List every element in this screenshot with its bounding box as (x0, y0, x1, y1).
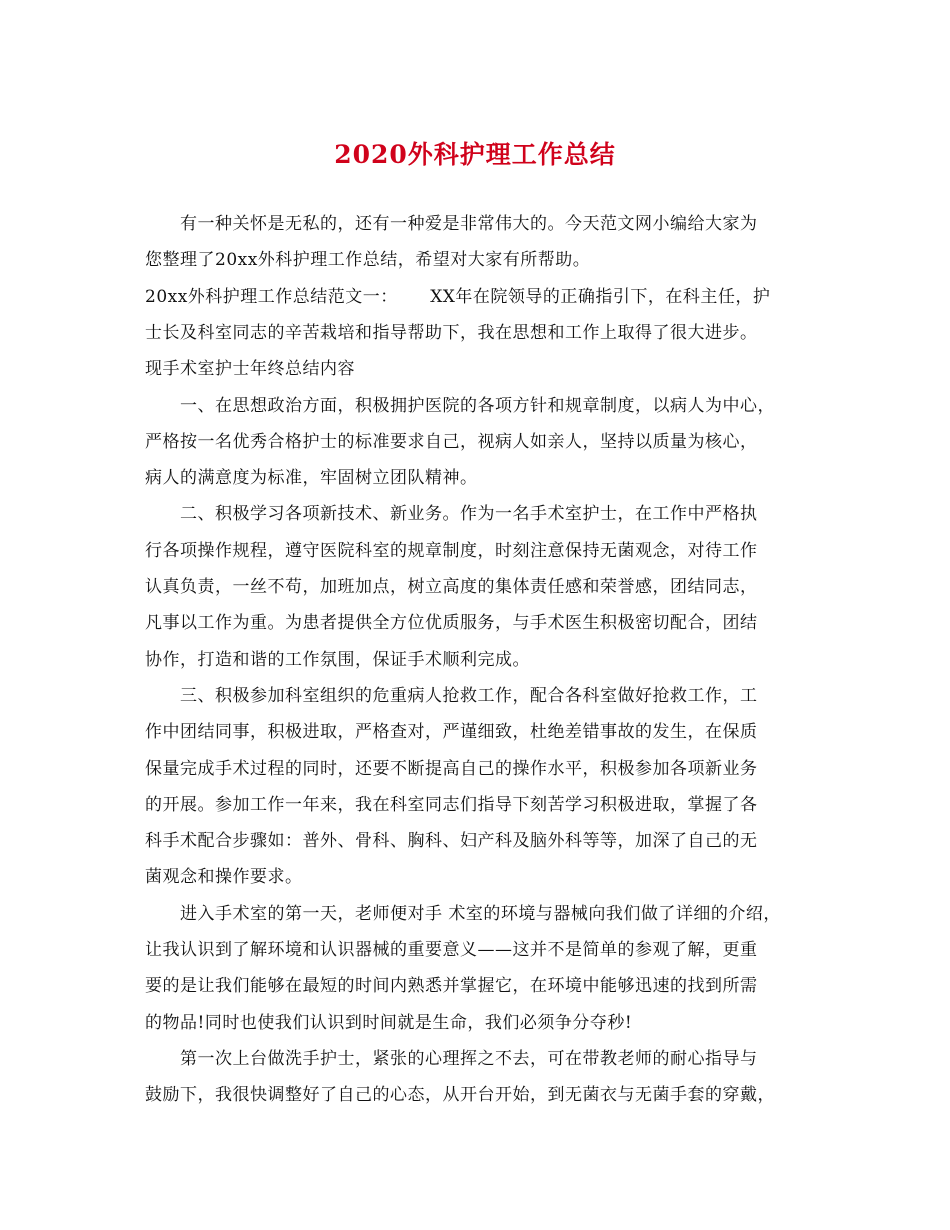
text-line: 有一种关怀是无私的，还有一种爱是非常伟大的。今天范文网小编给大家为 (145, 214, 758, 234)
text-line: 二、积极学习各项新技术、新业务。作为一名手术室护士，在工作中严格执 (145, 504, 758, 525)
text-line: 20xx外科护理工作总结范文一： XX年在院领导的正确指引下，在科主任，护 (145, 286, 771, 307)
text-line: 第一次上台做洗手护士，紧张的心理挥之不去，可在带教老师的耐心指导与 (145, 1048, 758, 1069)
text-line: 科手术配合步骤如：普外、骨科、胸科、妇产科及脑外科等等，加深了自己的无 (145, 831, 758, 852)
text-line: 现手术室护士年终总结内容 (145, 359, 355, 380)
text-line: 一、在思想政治方面，积极拥护医院的各项方针和规章制度，以病人为中心， (145, 395, 775, 416)
text-line: 鼓励下，我很快调整好了自己的心态，从开台开始，到无菌衣与无菌手套的穿戴， (145, 1085, 775, 1106)
text-line: 的物品!同时也使我们认识到时间就是生命，我们必须争分夺秒! (145, 1012, 633, 1033)
text-line: 的开展。参加工作一年来，我在科室同志们指导下刻苦学习积极进取，掌握了各 (145, 794, 758, 815)
text-line: 士长及科室同志的辛苦栽培和指导帮助下，我在思想和工作上取得了很大进步。 (145, 322, 758, 343)
text-line: 认真负责，一丝不苟，加班加点，树立高度的集体责任感和荣誉感，团结同志， (145, 577, 758, 597)
text-line: 保量完成手术过程的同时，还要不断提高自己的操作水平，积极参加各项新业务 (145, 758, 758, 779)
text-line: 凡事以工作为重。为患者提供全方位优质服务，与手术医生积极密切配合，团结 (145, 613, 758, 634)
text-line: 行各项操作规程，遵守医院科室的规章制度，时刻注意保持无菌观念，对待工作 (145, 540, 758, 561)
text-line: 您整理了20xx外科护理工作总结，希望对大家有所帮助。 (145, 250, 591, 271)
text-line: 进入手术室的第一天，老师便对手 术室的环境与器械向我们做了详细的介绍， (145, 903, 781, 924)
text-line: 让我认识到了解环境和认识器械的重要意义——这并不是简单的参观了解，更重 (145, 940, 758, 960)
text-line: 病人的满意度为标准，牢固树立团队精神。 (145, 468, 478, 489)
text-line: 要的是让我们能够在最短的时间内熟悉并掌握它，在环境中能够迅速的找到所需 (145, 976, 758, 997)
text-line: 作中团结同事，积极进取，严格查对，严谨细致，杜绝差错事故的发生，在保质 (145, 722, 758, 743)
text-line: 严格按一名优秀合格护士的标准要求自己，视病人如亲人，坚持以质量为核心， (145, 431, 758, 452)
text-line: 三、积极参加科室组织的危重病人抢救工作，配合各科室做好抢救工作，工 (145, 685, 758, 706)
text-line: 菌观念和操作要求。 (145, 867, 303, 888)
text-line: 协作，打造和谐的工作氛围，保证手术顺利完成。 (145, 649, 530, 670)
document-title: 2020外科护理工作总结 (334, 140, 616, 169)
